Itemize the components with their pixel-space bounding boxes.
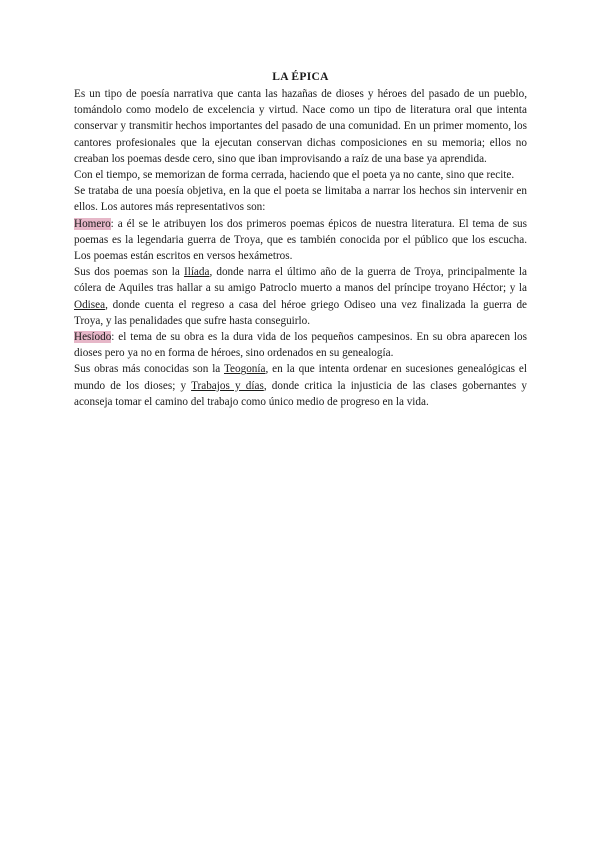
memorization-paragraph: Con el tiempo, se memorizan de forma cerrada, haciendo que el poeta ya no cante, sino que recite.: [74, 169, 515, 182]
hesiodo-works-text-1: Sus obras más conocidas son la: [74, 363, 224, 376]
homero-highlight: Homero: [74, 217, 111, 230]
hesiodo-works-paragraph: [74, 361, 527, 410]
hesiodo-text: : el tema de su obra es la dura vida de los pequeños campesinos. En su obra aparecen los dioses pero ya no en forma de héroes, sino ordenados en su genealogía.: [74, 331, 527, 360]
iliada-title: Ilíada: [183, 266, 210, 279]
trabajos-y-dias-title: Trabajos y días: [191, 379, 264, 392]
homero-works-text-3: , donde cuenta el regreso a casa del héroe griego Odiseo una vez finalizada la guerra de Troya, y las penalidades que sufre hasta conseguirlo.: [74, 298, 527, 327]
homero-works-paragraph: [74, 264, 527, 329]
hesiodo-works-text-2: , en la que intenta ordenar en sucesiones genealógicas el mundo de los dioses; y: [74, 363, 527, 392]
odisea-title: Odisea: [74, 298, 106, 311]
document-title: LA ÉPICA: [272, 71, 329, 83]
intro-paragraph: Es un tipo de poesía narrativa que canta las hazañas de dioses y héroes del pasado de un pueblo, tomándolo como modelo de excelencia y virtud. Nace como un tipo de literatura oral que intenta conservar y transmitir hechos importantes del pasado de una comunidad. En un primer momento, los cantores profesionales que la ejecutan conservan dichas composiciones en su memoria; ellos no creaban los poemas desde cero, sino que iban improvisando a raíz de una base ya aprendida.: [74, 88, 527, 165]
hesiodo-works-text-3: , donde critica la injusticia de las clases gobernantes y aconseja tomar el camino del trabajo como único medio de progreso en la vida.: [74, 379, 527, 408]
homero-text: : a él se le atribuyen los dos primeros poemas épicos de nuestra literatura. El tema de sus poemas es la legendaria guerra de Troya, que es también conocida por el público que los escucha. Los poemas están escritos en versos hexámetros.: [74, 217, 527, 263]
hesiodo-highlight: Hesíodo: [74, 331, 112, 344]
homero-works-text-2: , donde narra el último año de la guerra de Troya, principalmente la cólera de Aquiles tras hallar a su amigo Patroclo muerto a manos del príncipe troyano Héctor; y la: [74, 266, 528, 295]
hesiodo-paragraph: [74, 329, 527, 361]
homero-works-text-1: Sus dos poemas son la: [74, 266, 184, 279]
homero-paragraph: [74, 216, 527, 265]
teogonia-title: Teogonía: [223, 363, 266, 376]
objectivity-paragraph: Se trataba de una poesía objetiva, en la que el poeta se limitaba a narrar los hechos sin intervenir en ellos. Los autores más representativos son:: [74, 185, 527, 214]
